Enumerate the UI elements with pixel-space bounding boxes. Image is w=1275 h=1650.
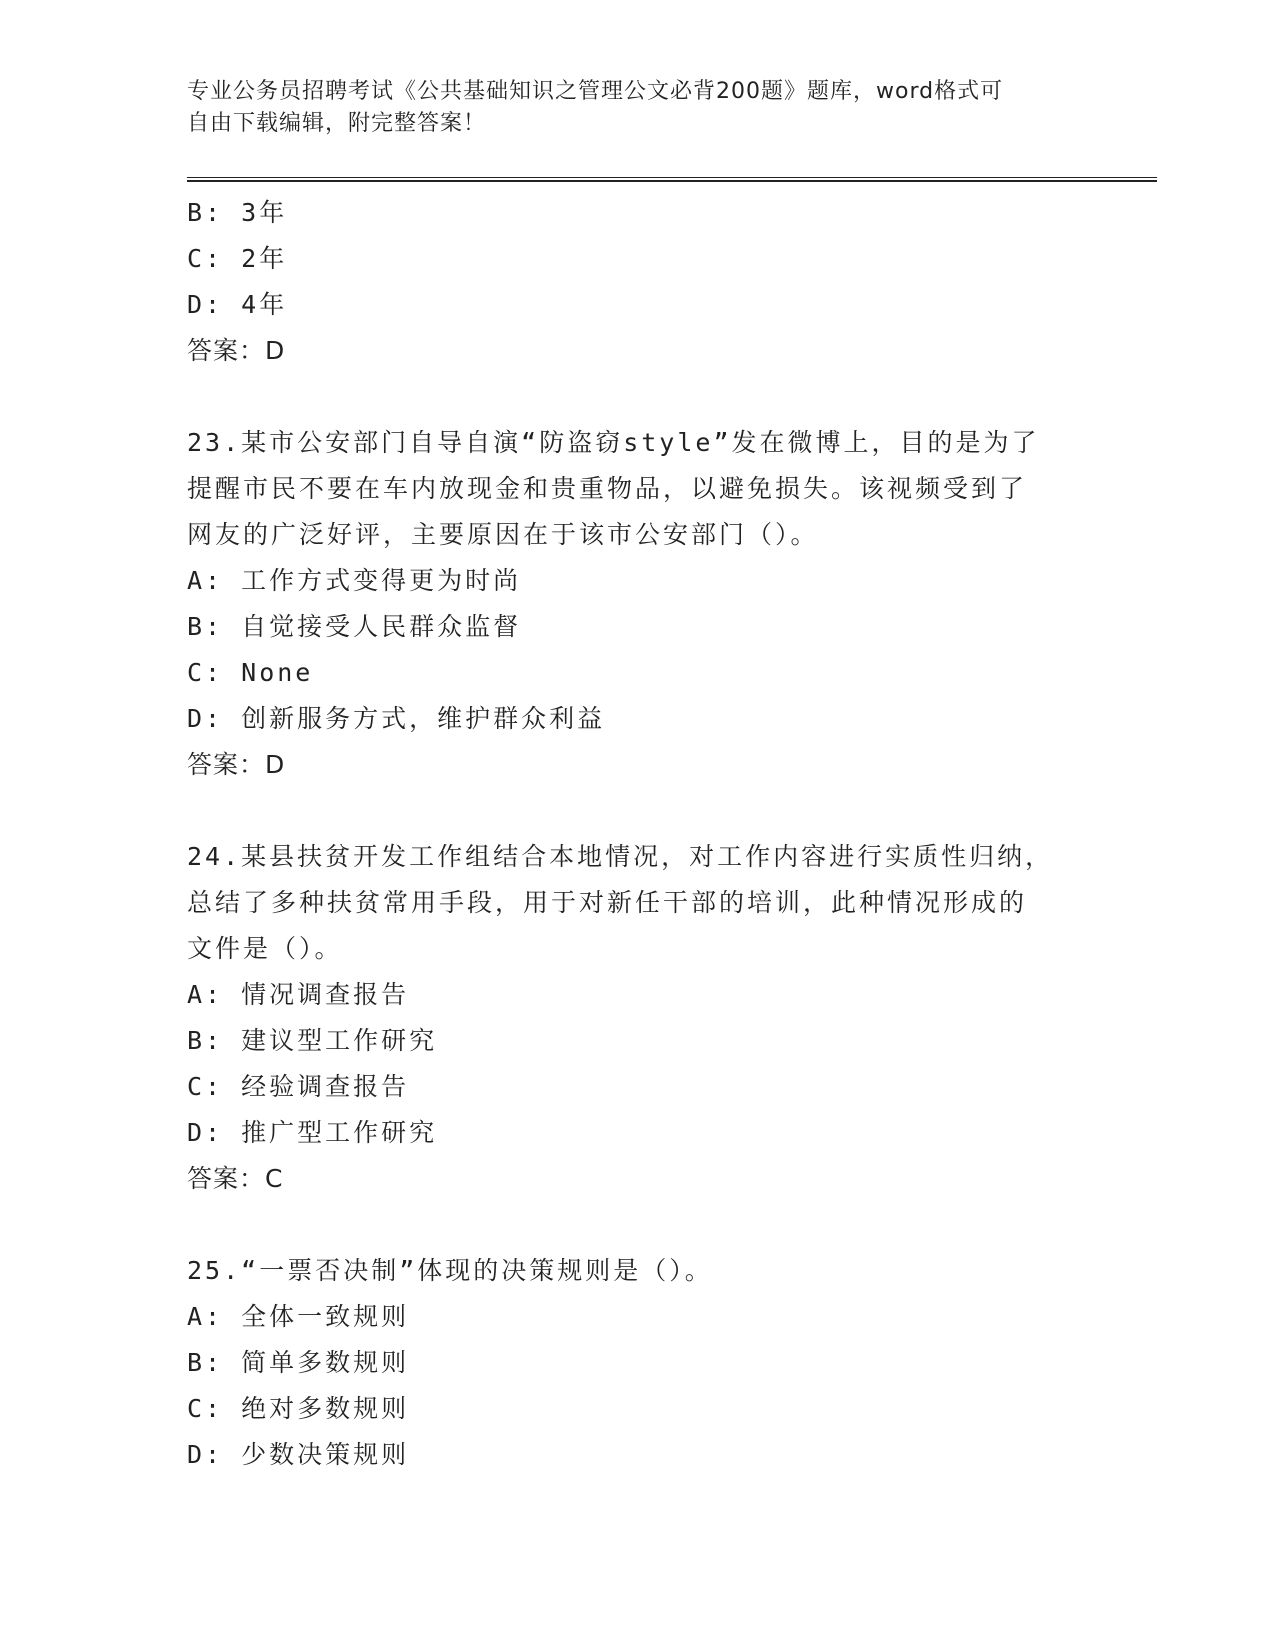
option-c: C: None [187,658,314,687]
question-stem-line: 文件是（）。 [187,934,343,963]
option-c: C: 2年 [187,244,288,273]
option-c: C: 经验调查报告 [187,1072,410,1101]
question-stem-line: 25.“一票否决制”体现的决策规则是（）。 [187,1256,713,1285]
question-24 [187,834,1087,1202]
option-b: B: 3年 [187,198,288,227]
question-stem-line: 网友的广泛好评，主要原因在于该市公安部门（）。 [187,520,819,549]
spacer [187,1202,1087,1248]
option-a: A: 工作方式变得更为时尚 [187,566,522,595]
previous-question-tail [187,190,1087,374]
option-d: D: 创新服务方式，维护群众利益 [187,704,606,733]
question-stem-line: 23.某市公安部门自导自演“防盗窃style”发在微博上，目的是为了 [187,428,1040,457]
page-header [187,76,1087,140]
answer-line: 答案：C [187,1164,284,1193]
spacer [187,788,1087,834]
option-c: C: 绝对多数规则 [187,1394,410,1423]
spacer [187,374,1087,420]
option-d: D: 少数决策规则 [187,1440,410,1469]
header-line-1: 专业公务员招聘考试《公共基础知识之管理公文必背200题》题库，word格式可 [187,79,1004,104]
question-stem-line: 24.某县扶贫开发工作组结合本地情况，对工作内容进行实质性归纳， [187,842,1054,871]
question-23 [187,420,1087,788]
question-stem-line: 提醒市民不要在车内放现金和贵重物品，以避免损失。该视频受到了 [187,474,1028,503]
option-b: B: 建议型工作研究 [187,1026,438,1055]
option-b: B: 简单多数规则 [187,1348,410,1377]
option-a: A: 情况调查报告 [187,980,410,1009]
option-a: A: 全体一致规则 [187,1302,410,1331]
answer-line: 答案：D [187,336,286,365]
option-d: D: 4年 [187,290,288,319]
option-d: D: 推广型工作研究 [187,1118,438,1147]
question-25 [187,1248,1087,1478]
answer-line: 答案：D [187,750,286,779]
option-b: B: 自觉接受人民群众监督 [187,612,522,641]
header-divider [187,177,1157,182]
question-stem-line: 总结了多种扶贫常用手段，用于对新任干部的培训，此种情况形成的 [187,888,1028,917]
document-body [187,190,1087,1478]
header-line-2: 自由下载编辑，附完整答案！ [187,111,487,136]
